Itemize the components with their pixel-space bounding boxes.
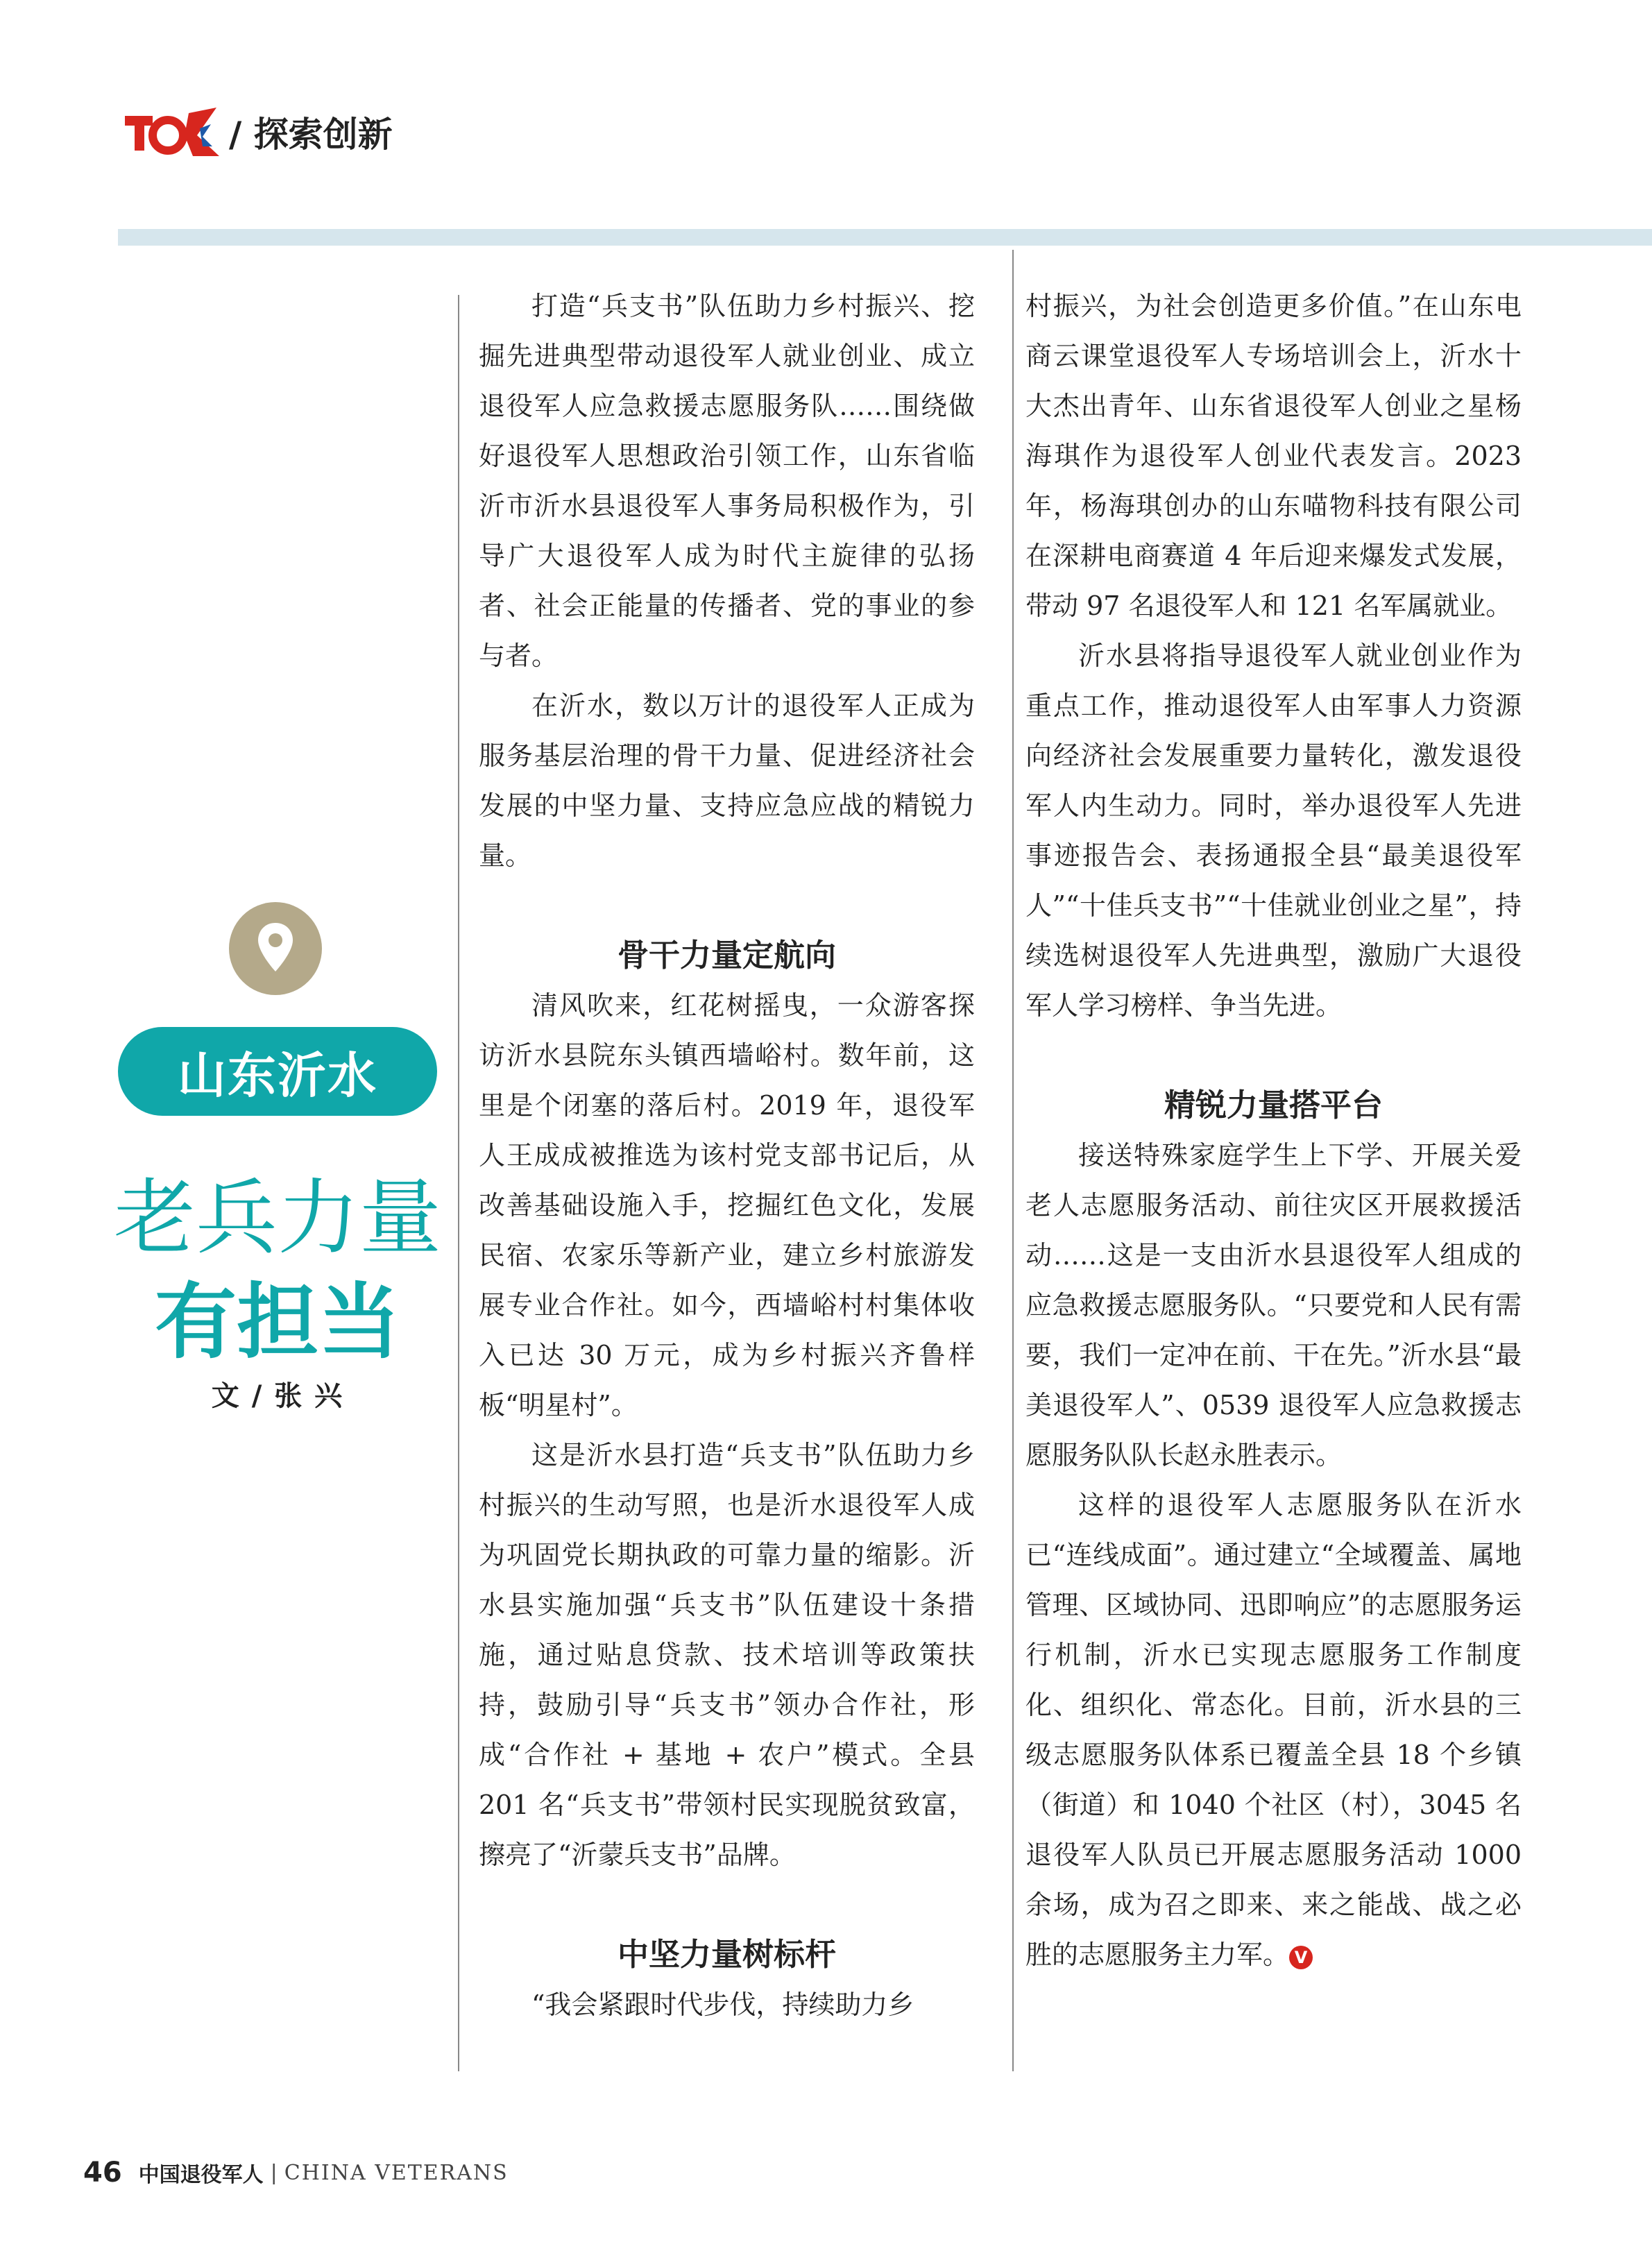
paragraph: 打造“兵支书”队伍助力乡村振兴、挖掘先进典型带动退役军人就业创业、成立退役军人应急救援志愿服务队……围绕做好退役军人思想政治引领工作，山东省临沂市沂水县退役军人事务局积极作为，引导广大退役军人成为时代主旋律的弘扬者、社会正能量的传播者、党的事业的参与者。 xyxy=(479,291,975,671)
paragraph: “我会紧跟时代步伐，持续助力乡 xyxy=(531,1989,914,2020)
author-byline: 文 / 张 兴 xyxy=(211,1380,344,1412)
magazine-logo-icon xyxy=(125,101,222,163)
column-divider-left xyxy=(458,295,459,2071)
page-footer xyxy=(83,2157,509,2189)
end-mark-icon: V xyxy=(1289,1946,1313,1969)
paragraph: 这是沂水县打造“兵支书”队伍助力乡村振兴的生动写照，也是沂水退役军人成为巩固党长期执政的可靠力量的缩影。沂水县实施加强“兵支书”队伍建设十条措施，通过贴息贷款、技术培训等政策扶持，鼓励引导“兵支书”领办合作社，形成“合作社 + 基地 + 农户”模式。全县 201 名“兵支书”带领村民实现脱贫致富，擦亮了“沂蒙兵支书”品牌。 xyxy=(479,1440,975,1870)
column-divider-middle xyxy=(1012,250,1014,2071)
paragraph: 在沂水，数以万计的退役军人正成为服务基层治理的骨干力量、促进经济社会发展的中坚力量、支持应急应战的精锐力量。 xyxy=(479,690,975,871)
article-title-line2: 有担当 xyxy=(154,1274,400,1370)
paragraph xyxy=(1025,1480,1522,1980)
paragraph: 清风吹来，红花树摇曳，一众游客探访沂水县院东头镇西墙峪村。数年前，这里是个闭塞的落后村。2019 年，退役军人王成成被推选为该村党支部书记后，从改善基础设施入手，挖掘红色文化，发展民宿、农家乐等新产业，建立乡村旅游发展专业合作社。如今，西墙峪村村集体收入已达 30 万元，成为乡村振兴齐鲁样板“明星村”。 xyxy=(479,990,975,1420)
page-header xyxy=(125,97,393,167)
paragraph: 接送特殊家庭学生上下学、开展关爱老人志愿服务活动、前往灾区开展救援活动……这是一支由沂水县退役军人组成的应急救援志愿服务队。“只要党和人民有需要，我们一定冲在前、干在先。”沂水县“最美退役军人”、0539 退役军人应急救援志愿服务队队长赵永胜表示。 xyxy=(1025,1140,1522,1470)
magazine-name: 中国退役军人 xyxy=(138,2163,264,2187)
header-divider-bar xyxy=(118,229,1652,246)
paragraph-text: 这样的退役军人志愿服务队在沂水已“连线成面”。通过建立“全域覆盖、属地管理、区域协同、迅即响应”的志愿服务运行机制，沂水已实现志愿服务工作制度化、组织化、常态化。目前，沂水县的三级志愿服务队体系已覆盖全县 18 个乡镇（街道）和 1040 个社区（村），3045 名退役军人队员已开展志愿服务活动 1000 余场，成为召之即来、来之能战、战之必胜的志愿服务主力军。 xyxy=(1025,1490,1522,1970)
subheading: 骨干力量定航向 xyxy=(617,937,836,974)
text-column-1 xyxy=(479,281,975,2030)
paragraph: 沂水县将指导退役军人就业创业作为重点工作，推动退役军人由军事人力资源向经济社会发展重要力量转化，激发退役军人内生动力。同时，举办退役军人先进事迹报告会、表扬通报全县“最美退役军人”“十佳兵支书”“十佳就业创业之星”，持续选树退役军人先进典型，激励广大退役军人学习榜样、争当先进。 xyxy=(1025,640,1522,1021)
footer-separator: | xyxy=(270,2160,278,2185)
article-title-line1: 老兵力量 xyxy=(113,1170,441,1266)
location-badge xyxy=(118,1027,437,1116)
location-pin-icon xyxy=(229,902,322,995)
page-number: 46 xyxy=(83,2157,122,2189)
magazine-english-name: CHINA VETERANS xyxy=(284,2160,509,2185)
subheading: 精锐力量搭平台 xyxy=(1164,1087,1383,1123)
paragraph: 村振兴，为社会创造更多价值。”在山东电商云课堂退役军人专场培训会上，沂水十大杰出青年、山东省退役军人创业之星杨海琪作为退役军人创业代表发言。2023 年，杨海琪创办的山东喵物科技有限公司在深耕电商赛道 4 年后迎来爆发式发展，带动 97 名退役军人和 121 名军属就业。 xyxy=(1025,291,1522,621)
subheading: 中坚力量树标杆 xyxy=(617,1936,836,1973)
section-title: / 探索创新 xyxy=(229,114,393,155)
text-column-2 xyxy=(1025,281,1522,1980)
location-label: 山东沂水 xyxy=(178,1046,377,1104)
